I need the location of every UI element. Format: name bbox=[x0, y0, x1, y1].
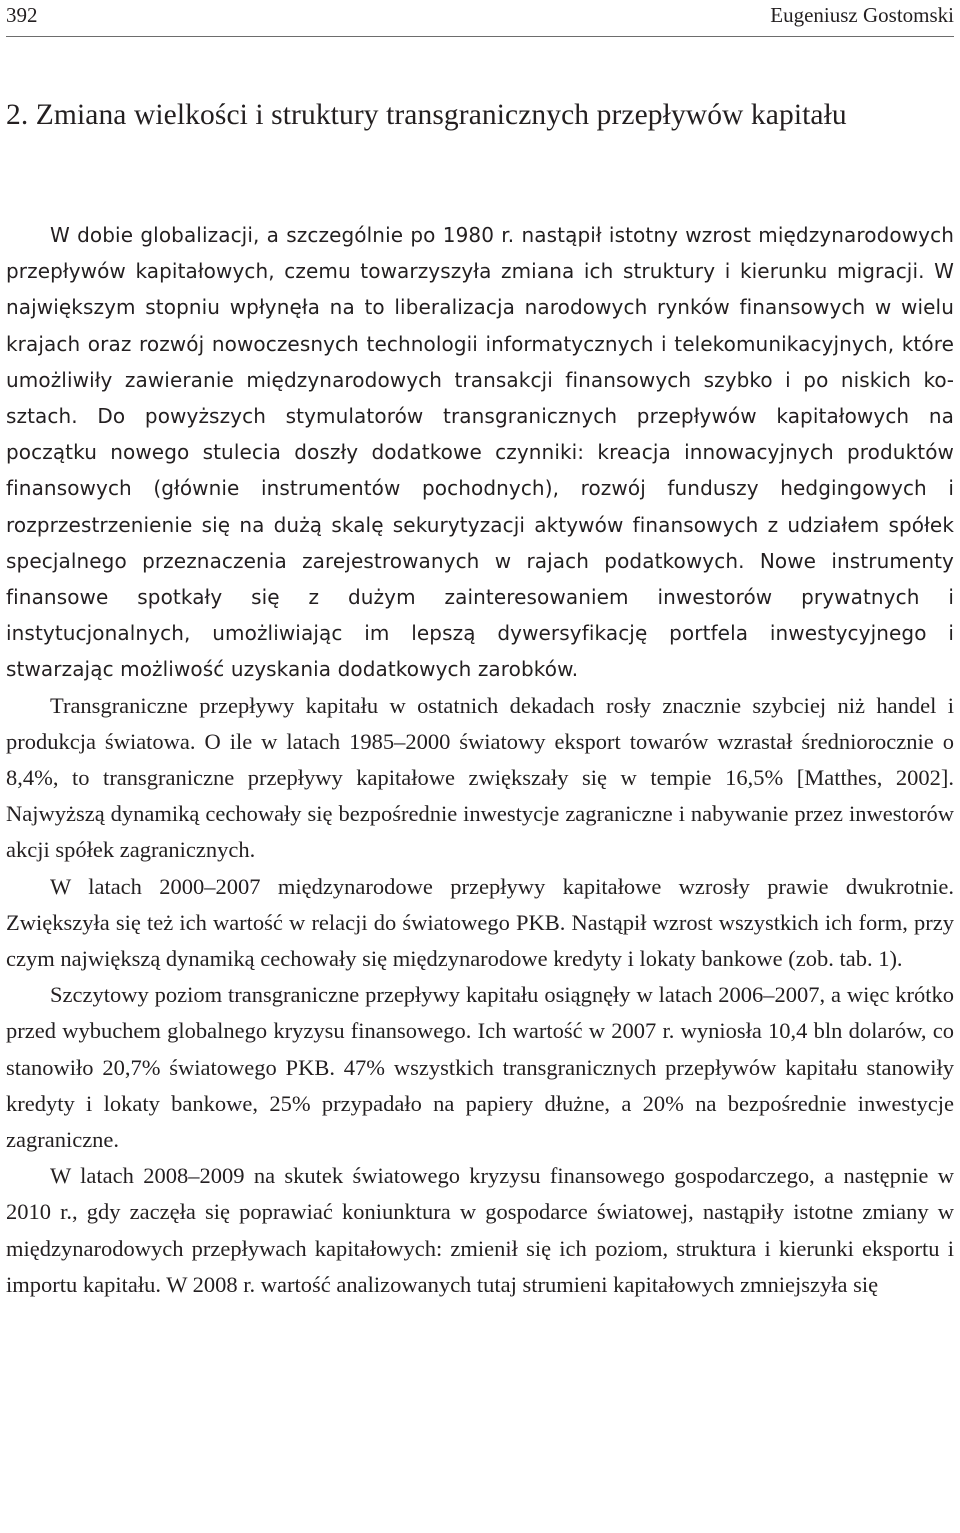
paragraph-globalization: W dobie globalizacji, a szczególnie po 1980 r. nastąpił istotny wzrost międzynarodowych przepływów kapitałowych, czemu towarzyszyła zmiana ich struktury i kierunku migracji. W największym stopniu wpłynęła na to liberalizacja narodowych rynków finansowych w wielu krajach oraz rozwój nowoczesnych technologii informatycznych i telekomunikacyjnych, które umożliwiły zawieranie międzynarodowych transakcji finansowych szybko i po niskich kosztach. Do powyższych stymulatorów transgranicznych przepływów kapitałowych na początku nowego stulecia doszły dodatkowe czynniki: kreacja innowacyjnych produktów finansowych (głównie instrumentów pochodnych), rozwój funduszy hedgingowych i rozprzestrzenienie się na dużą skalę sekurytyzacji aktywów finansowych z udziałem spółek specjalnego przeznaczenia zarejestrowanych w rajach podatkowych. Nowe instrumenty finansowe spotkały się z dużym zainteresowaniem inwestorów prywatnych i instytucjonalnych, umożliwiając im lepszą dywersyfikację portfela inwestycyjnego i stwarzając możliwość uzyskania dodatkowych zarobków. bbox=[6, 223, 954, 682]
paragraph-peak-level: Szczytowy poziom transgraniczne przepływy kapitału osiągnęły w latach 2006–2007, a więc krótko przed wybuchem globalnego kryzysu finansowego. Ich wartość w 2007 r. wyniosła 10,4 bln dolarów, co stanowiło 20,7% światowego PKB. 47% wszystkich transgranicznych przepływów kapitału stanowiły kredyty i lokaty bankowe, 25% przypadało na papiery dłużne, a 20% na bezpośrednie inwestycje zagraniczne. bbox=[6, 982, 954, 1153]
running-header bbox=[6, 0, 954, 37]
body-text bbox=[6, 217, 954, 1303]
section-heading: 2. Zmiana wielkości i struktury transgranicznych przepływów kapitału bbox=[6, 99, 847, 131]
running-head-author: Eugeniusz Gostomski bbox=[770, 3, 954, 27]
paragraph-growth-rates: Transgraniczne przepływy kapitału w ostatnich dekadach rosły znacznie szybciej niż handel i produkcja światowa. O ile w latach 1985–2000 światowy eksport towarów wzrastał średniorocznie o 8,4%, to transgraniczne przepływy kapitałowe zwiększały się w tempie 16,5% [Matthes, 2002]. Najwyższą dynamiką cechowały się bezpośrednie inwestycje zagraniczne i nabywanie przez inwestorów akcji spółek zagranicznych. bbox=[6, 692, 954, 863]
paragraph-2008-2009: W latach 2008–2009 na skutek światowego kryzysu finansowego gospodarczego, a następnie w 2010 r., gdy zaczęła się poprawiać koniunktura w gospodarce światowej, nastąpiły istotne zmiany w międzynarodowych przepływach kapitałowych: zmienił się ich poziom, struktura i kierunki eksportu i importu kapitału. W 2008 r. wartość analizowanych tutaj strumieni kapitałowych zmniejszyła się bbox=[6, 1163, 954, 1297]
paragraph-2000-2007: W latach 2000–2007 międzynarodowe przepływy kapitałowe wzrosły prawie dwukrotnie. Zwiększyła się też ich wartość w relacji do światowego PKB. Nastąpił wzrost wszystkich ich form, przy czym największą dynamiką cechowały się międzynarodowe kredyty i lokaty bankowe (zob. tab. 1). bbox=[6, 873, 954, 972]
page-number: 392 bbox=[6, 3, 38, 27]
